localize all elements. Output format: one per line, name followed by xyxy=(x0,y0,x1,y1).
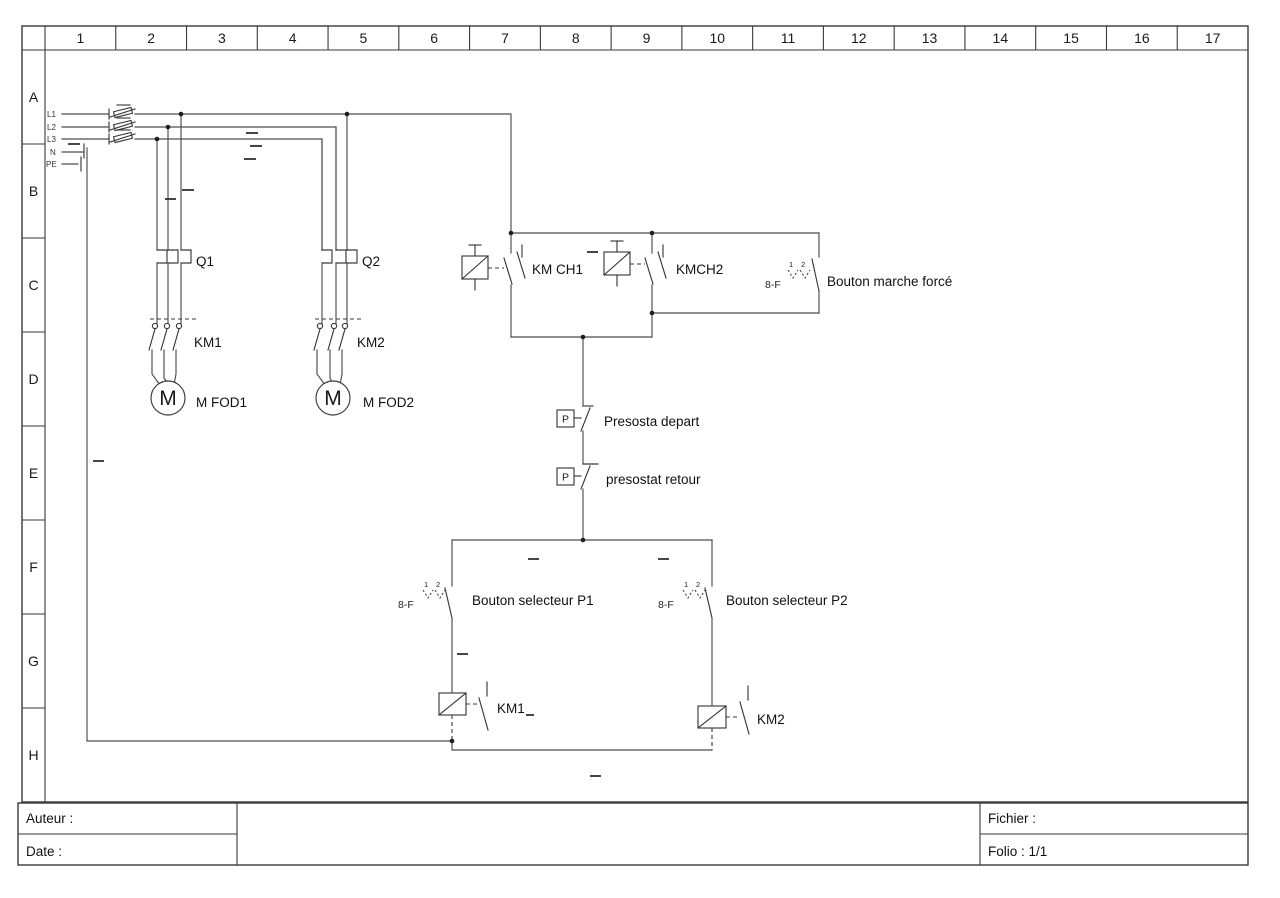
selector-pos1-p1: 1 xyxy=(424,580,429,589)
pressure-symbol-1: P xyxy=(561,413,570,426)
phase-label-l2: L2 xyxy=(47,123,56,132)
coil-kmch2-symbol xyxy=(604,241,645,286)
selector-glyph-mf: 8-F xyxy=(765,279,781,291)
column-header-label: 12 xyxy=(851,30,867,46)
selector-glyph-p1: 8-F xyxy=(398,599,414,611)
titleblock-auteur: Auteur : xyxy=(26,811,74,826)
pressure-switch-1-label: Presosta depart xyxy=(604,414,700,429)
column-header-label: 17 xyxy=(1204,30,1221,46)
coil-kmch1-symbol xyxy=(462,245,504,290)
row-label: B xyxy=(28,183,39,199)
phase-label-n: N xyxy=(50,148,56,157)
pressure-switch-2-label: presostat retour xyxy=(606,472,701,487)
selector-p1-label: Bouton selecteur P1 xyxy=(472,593,594,608)
motor2-symbol xyxy=(316,381,350,415)
selector-p1-symbol xyxy=(398,540,452,693)
selector-p2-label: Bouton selecteur P2 xyxy=(726,593,848,608)
column-header-label: 4 xyxy=(288,30,297,46)
power-distribution xyxy=(46,105,511,741)
column-header-label: 16 xyxy=(1134,30,1150,46)
forced-run-button-label: Bouton marche forcé xyxy=(827,274,953,289)
selector-pos2-p2: 2 xyxy=(696,580,701,589)
fuse-disconnect-l3 xyxy=(109,130,135,144)
fuse-disconnect-l1 xyxy=(109,105,135,119)
column-header-label: 6 xyxy=(430,30,439,46)
column-headers xyxy=(76,26,1220,50)
column-header-label: 7 xyxy=(501,30,509,46)
pressure-symbol-2: P xyxy=(561,471,570,484)
column-header-label: 15 xyxy=(1063,30,1079,46)
column-header-label: 11 xyxy=(780,30,796,46)
forced-run-button-symbol xyxy=(765,233,819,313)
motor1-m: M xyxy=(159,387,177,410)
motor-branch-1 xyxy=(149,114,247,415)
pressure-switch-1 xyxy=(557,337,700,431)
phase-label-l3: L3 xyxy=(47,135,56,144)
selector-pos2-mf: 2 xyxy=(801,260,806,269)
row-label: G xyxy=(28,653,39,669)
phase-label-l1: L1 xyxy=(47,110,56,119)
titleblock-date: Date : xyxy=(26,844,63,859)
titleblock-fichier: Fichier : xyxy=(988,811,1037,826)
breaker-q2-symbol xyxy=(322,250,357,263)
selector-pos1-mf: 1 xyxy=(789,260,794,269)
phase-label-pe: PE xyxy=(46,160,57,169)
row-labels xyxy=(22,89,45,763)
junction-dots xyxy=(155,112,655,744)
column-header-label: 10 xyxy=(709,30,726,46)
contact-kmch1-label: KM CH1 xyxy=(532,262,584,277)
column-header-label: 1 xyxy=(76,30,85,46)
column-header-label: 3 xyxy=(218,30,226,46)
title-block xyxy=(18,803,1248,865)
column-header-label: 5 xyxy=(359,30,368,46)
motor1-label: M FOD1 xyxy=(196,395,248,410)
coil-km2-label: KM2 xyxy=(757,712,785,727)
pressure-switch-2 xyxy=(557,431,701,540)
column-header-label: 2 xyxy=(147,30,156,46)
breaker-q1-symbol xyxy=(157,250,191,263)
column-header-label: 8 xyxy=(571,30,580,46)
contact-kmch1-symbol xyxy=(504,233,525,337)
selector-glyph-p2: 8-F xyxy=(658,599,674,611)
column-header-label: 14 xyxy=(992,30,1009,46)
contactor-km1-main-label: KM1 xyxy=(194,335,222,350)
control-circuit-top xyxy=(462,233,952,337)
selector-pos1-p2: 1 xyxy=(684,580,689,589)
row-label: A xyxy=(28,89,39,105)
motor1-symbol xyxy=(151,381,185,415)
row-label: C xyxy=(28,277,39,293)
selector-p2-symbol xyxy=(658,540,712,706)
selector-circuit xyxy=(398,540,848,750)
contactor-km1-main-symbol xyxy=(149,319,196,350)
contact-kmch2-symbol xyxy=(645,233,666,337)
motor-branch-2 xyxy=(314,114,414,415)
selector-pos2-p1: 2 xyxy=(436,580,441,589)
placeholder-dashes xyxy=(68,133,669,776)
titleblock-folio: Folio : 1/1 xyxy=(988,844,1048,859)
coil-km1-label: KM1 xyxy=(497,701,525,716)
row-label: H xyxy=(28,747,39,763)
coil-km2-symbol xyxy=(698,686,749,750)
motor2-label: M FOD2 xyxy=(363,395,415,410)
breaker-q1-label: Q1 xyxy=(196,254,215,269)
column-header-label: 13 xyxy=(921,30,938,46)
motor2-m: M xyxy=(324,387,342,410)
column-header-label: 9 xyxy=(642,30,651,46)
contactor-km2-main-symbol xyxy=(314,319,361,350)
row-label: F xyxy=(29,559,38,575)
contactor-km2-main-label: KM2 xyxy=(357,335,385,350)
breaker-q2-label: Q2 xyxy=(362,254,381,269)
contact-kmch2-label: KMCH2 xyxy=(676,262,724,277)
row-label: D xyxy=(28,371,39,387)
row-label: E xyxy=(28,465,39,481)
coil-km1-symbol xyxy=(439,682,488,750)
